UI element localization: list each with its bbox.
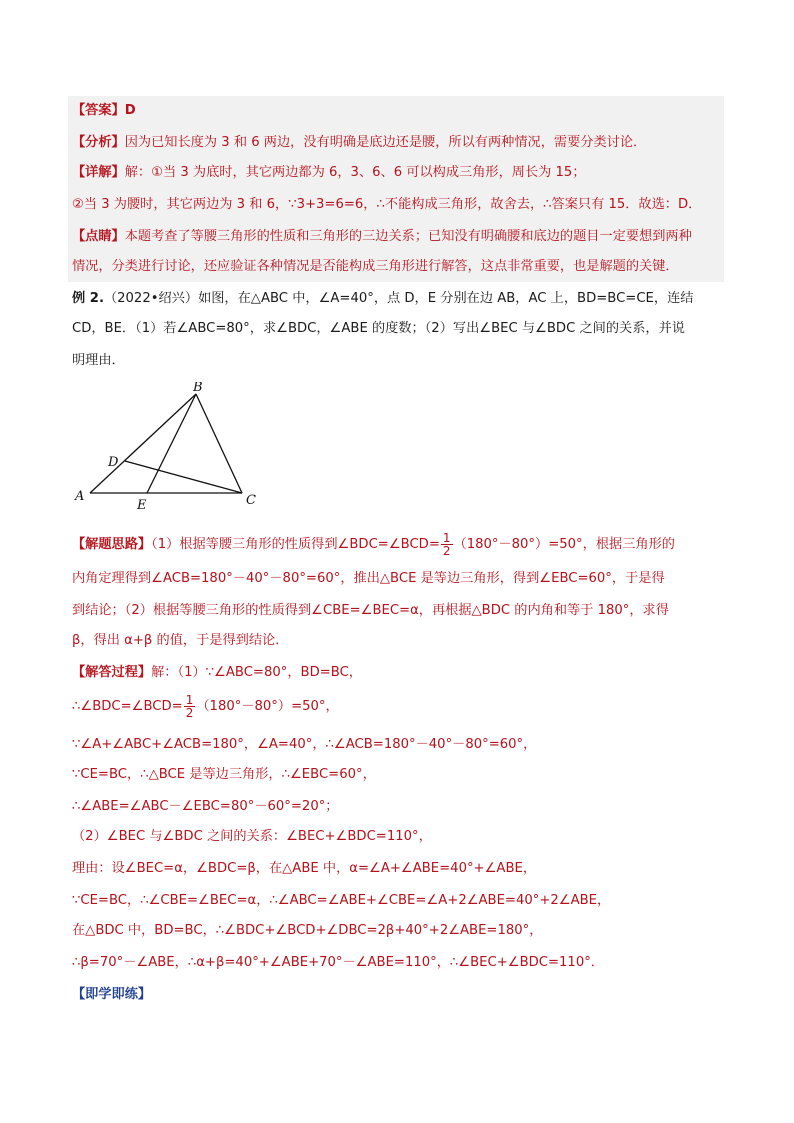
label-d: D	[108, 455, 119, 470]
example-text-3: 明理由．	[72, 353, 125, 368]
example-label: 例 2.	[72, 291, 104, 306]
segment-ab	[90, 394, 196, 493]
comment-text-2: 情况，分类进行讨论，还应验证各种情况是否能构成三角形进行解答，这点非常重要，也是解题的关键．	[72, 259, 679, 274]
process-line-5	[72, 796, 339, 820]
label-c: C	[246, 493, 256, 508]
thinking-fraction	[441, 532, 453, 557]
comment-tag: 【点睛】	[72, 229, 125, 244]
label-b: B	[193, 382, 203, 395]
process-line-1	[72, 662, 362, 686]
process-text-5: ∴∠ABE=∠ABC－∠EBC=80°－60°=20°；	[72, 799, 339, 814]
example-text-1: 如图，在△ABC 中，∠A=40°，点 D，E 分别在边 AB，AC 上，BD=BC=CE，连结	[198, 291, 694, 306]
process-text-9: 在△BDC 中，BD=BC，∴∠BDC+∠BCD+∠DBC=2β+40°+2∠ABE=180°，	[72, 923, 543, 938]
comment-line-2	[72, 256, 679, 280]
analysis-line	[72, 132, 646, 156]
process-line-9	[72, 920, 542, 944]
comment-line	[72, 226, 692, 250]
thinking-line-4	[72, 630, 288, 654]
analysis-text: 因为已知长度为 3 和 6 两边，没有明确是底边还是腰，所以有两种情况，需要分类讨论．	[124, 135, 647, 150]
thinking-text-3: 到结论；（2）根据等腰三角形的性质得到∠CBE=∠BEC=α，再根据△BDC 的内角和等于 180°，求得	[72, 603, 669, 618]
process-text-2b: （180°－80°）=50°，	[196, 699, 339, 714]
process-text-10: ∴β=70°－∠ABE，∴α+β=40°+∠ABE+70°－∠ABE=110°，∴∠BEC+∠BDC=110°．	[72, 955, 604, 970]
detail-tag: 【详解】	[72, 165, 125, 180]
example-source: （2022•绍兴）	[103, 291, 199, 306]
process-tag: 【解答过程】	[72, 665, 152, 680]
process-line-6	[72, 826, 432, 850]
process-line-10	[72, 952, 604, 976]
detail-text-2: ②当 3 为腰时，其它两边为 3 和 6，∵3+3=6=6，∴不能构成三角形，故舍去，∴答案只有 15．故选：D．	[72, 197, 702, 212]
segment-cd	[125, 461, 242, 493]
thinking-text-2: 内角定理得到∠ACB=180°－40°－80°=60°，推出△BCE 是等边三角形，得到∠EBC=60°，于是得	[72, 571, 665, 586]
process-line-2	[72, 692, 339, 722]
process-text-6: （2）∠BEC 与∠BDC 之间的关系：∠BEC+∠BDC=110°，	[72, 829, 432, 844]
process-text-3: ∵∠A+∠ABC+∠ACB=180°，∠A=40°，∴∠ACB=180°－40°－80°=60°，	[72, 737, 537, 752]
answer-block-background	[68, 96, 724, 282]
thinking-line-2	[72, 568, 665, 592]
detail-line-2	[72, 194, 701, 218]
process-text-8: ∵CE=BC，∴∠CBE=∠BEC=α，∴∠ABC=∠ABE+∠CBE=∠A+2∠ABE=40°+2∠ABE，	[72, 893, 611, 908]
answer-tag: 【答案】	[72, 103, 125, 118]
practice-heading	[72, 984, 151, 1008]
triangle-figure	[70, 382, 270, 512]
process-line-7	[72, 858, 536, 882]
practice-tag: 【即学即练】	[72, 987, 152, 1002]
fraction-numerator: 1	[442, 530, 451, 545]
thinking-text-1b: （180°－80°）=50°，根据三角形的	[453, 537, 675, 552]
answer-line	[72, 100, 136, 124]
segment-bc	[196, 394, 242, 493]
example-text-2: CD，BE．（1）若∠ABC=80°，求∠BDC，∠ABE 的度数；（2）写出∠BEC 与∠BDC 之间的关系，并说	[72, 321, 685, 336]
answer-value: D	[124, 103, 136, 118]
example-line-2	[72, 318, 685, 342]
thinking-text-4: β，得出 α+β 的值，于是得到结论．	[72, 633, 289, 648]
process-fraction	[184, 694, 196, 719]
example-line-3	[72, 350, 125, 374]
thinking-text-1a: （1）根据等腰三角形的性质得到∠BDC=∠BCD=	[151, 537, 440, 552]
thinking-tag: 【解题思路】	[72, 537, 152, 552]
fraction-numerator: 1	[185, 692, 194, 707]
thinking-line-3	[72, 600, 669, 624]
process-text-1: 解：（1）∵∠ABC=80°，BD=BC，	[151, 665, 362, 680]
detail-text: 解：①当 3 为底时，其它两边都为 6，3、6、6 可以构成三角形，周长为 15；	[124, 165, 586, 180]
fraction-denominator: 2	[185, 705, 194, 720]
process-line-3	[72, 734, 536, 758]
detail-line	[72, 162, 586, 186]
process-line-4	[72, 764, 376, 788]
label-e: E	[137, 498, 147, 512]
process-text-2a: ∴∠BDC=∠BCD=	[72, 699, 183, 714]
process-text-4: ∵CE=BC，∴△BCE 是等边三角形，∴∠EBC=60°，	[72, 767, 376, 782]
fraction-denominator: 2	[442, 543, 451, 558]
example-line-1	[72, 288, 693, 312]
process-text-7: 理由：设∠BEC=α，∠BDC=β，在△ABE 中，α=∠A+∠ABE=40°+∠ABE，	[72, 861, 537, 876]
thinking-line-1	[72, 530, 675, 560]
analysis-tag: 【分析】	[72, 135, 125, 150]
comment-text: 本题考查了等腰三角形的性质和三角形的三边关系；已知没有明确腰和底边的题目一定要想到两种	[124, 229, 692, 244]
label-a: A	[75, 489, 85, 504]
process-line-8	[72, 890, 610, 914]
